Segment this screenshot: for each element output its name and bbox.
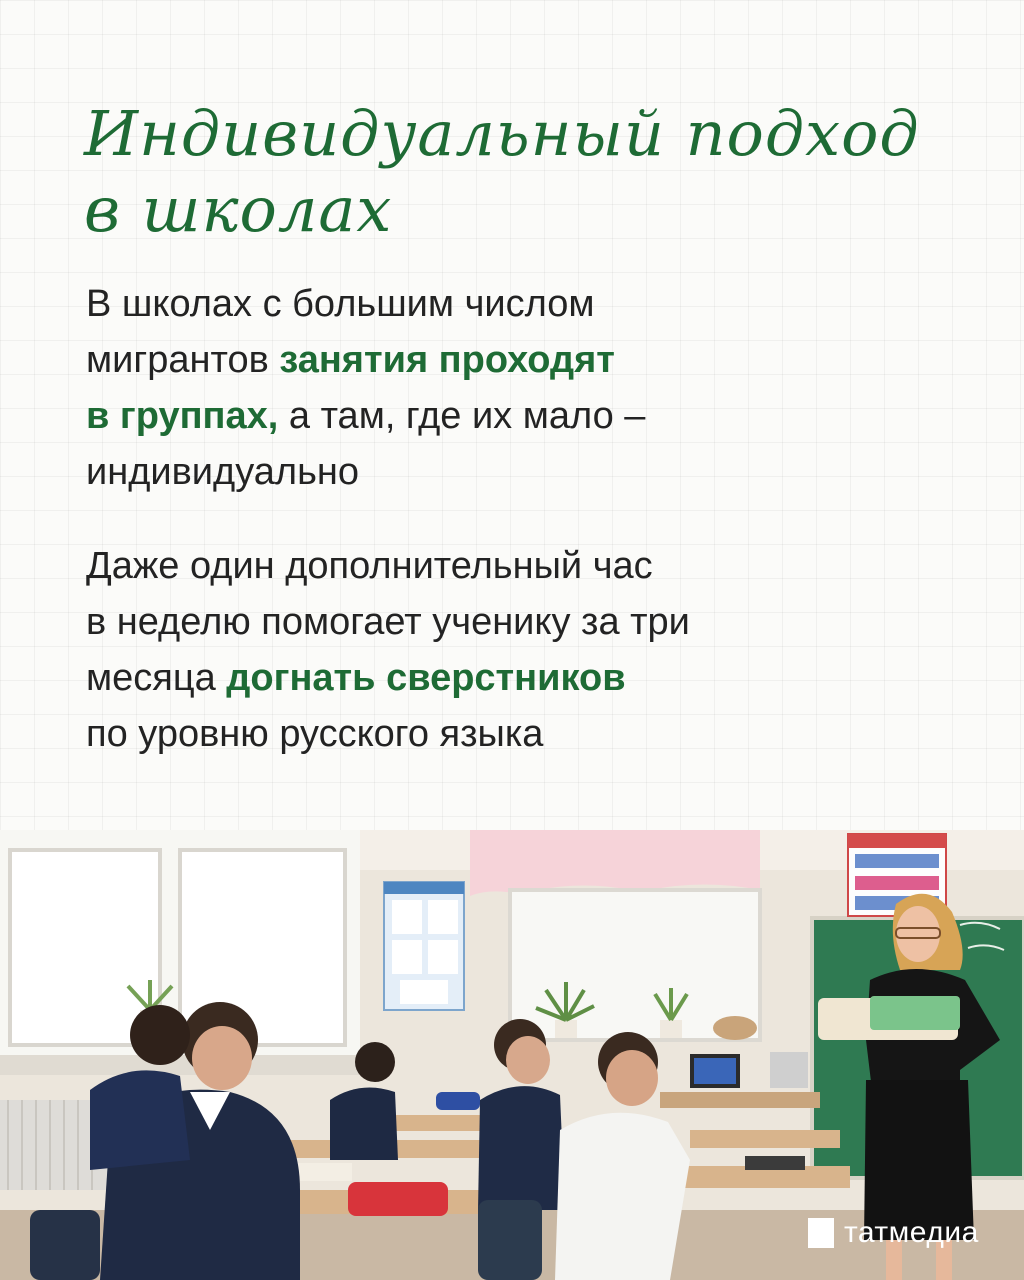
paragraph-line: Даже один дополнительный час: [86, 545, 653, 587]
paragraph-line: месяца: [86, 657, 227, 699]
logo-square-icon: [808, 1218, 834, 1248]
paragraph-line: а там, где их мало –: [278, 395, 646, 437]
classroom-photo: [0, 830, 1024, 1280]
paragraph-line: в неделю помогает ученику за три: [86, 601, 690, 643]
paragraph-line: индивидуально: [86, 451, 359, 493]
title-line-1: Индивидуальный подход: [84, 97, 920, 170]
measures-poster: [384, 882, 464, 1010]
page-title: [84, 96, 944, 248]
tatmedia-logo: [808, 1216, 979, 1250]
title-line-2: в школах: [84, 173, 393, 246]
highlight-text: занятия проходят: [279, 339, 615, 381]
paragraph-line: по уровню русского языка: [86, 713, 544, 755]
paragraph-groups: [86, 276, 886, 500]
paragraph-extra-hour: [86, 538, 886, 762]
logo-text: татмедиа: [844, 1216, 979, 1249]
highlight-text: в группах,: [86, 395, 279, 437]
highlight-text: догнать сверстников: [226, 657, 626, 699]
paragraph-line: мигрантов: [86, 339, 280, 381]
paragraph-line: В школах с большим числом: [86, 283, 595, 325]
